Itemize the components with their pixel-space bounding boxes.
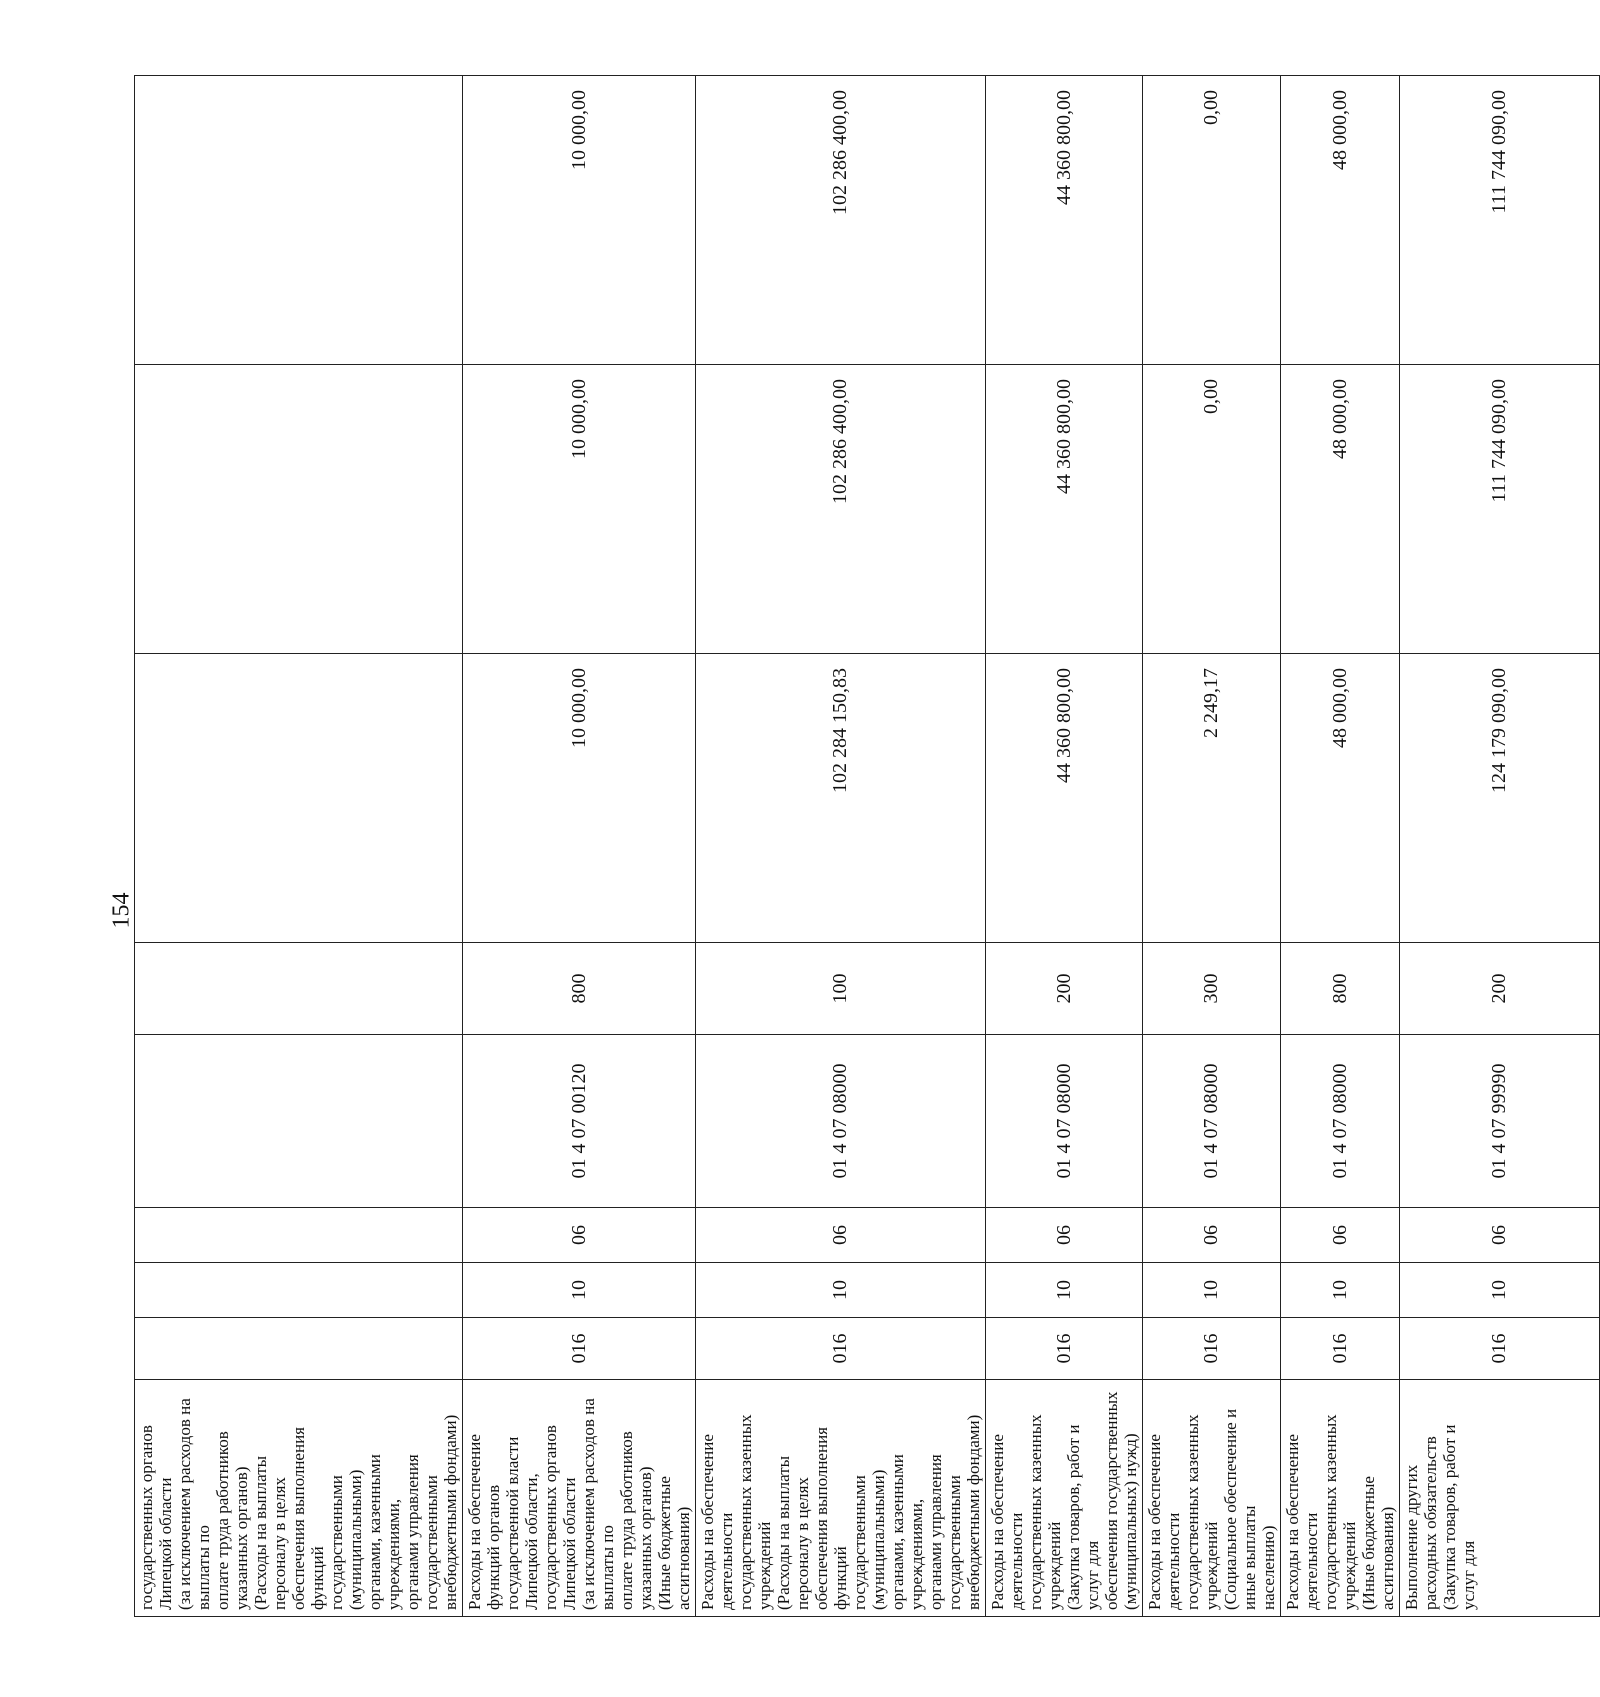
- amount-year-1: 48 000,00: [1281, 654, 1400, 943]
- description-line: государственных казенных учреждений: [1183, 1414, 1221, 1610]
- row-description: [1400, 1380, 1600, 1617]
- description-line: (за исключением расходов на выплаты по: [579, 1398, 617, 1610]
- amount-year-2: 48 000,00: [1281, 365, 1400, 654]
- section-code: 10: [986, 1263, 1143, 1318]
- description-line: государственной власти Липецкой области,: [503, 1436, 541, 1610]
- target-article-code: 01 4 07 99990: [1400, 1035, 1600, 1208]
- target-article-code: 01 4 07 08000: [1281, 1035, 1400, 1208]
- amount-year-2: 111 744 090,00: [1400, 365, 1600, 654]
- row-description: [463, 1380, 696, 1617]
- table-row: [463, 76, 696, 1617]
- subsection-code: 06: [463, 1208, 696, 1263]
- amount-year-3: 48 000,00: [1281, 76, 1400, 365]
- description-line: Расходы на обеспечение деятельности: [698, 1434, 736, 1610]
- description-line: (Расходы на выплаты персоналу в целях: [774, 1455, 812, 1610]
- target-article-code: 01 4 07 08000: [1143, 1035, 1281, 1208]
- row-description: [986, 1380, 1143, 1617]
- subsection-code: 06: [696, 1208, 986, 1263]
- subsection-code: 06: [1400, 1208, 1600, 1263]
- row-description: [135, 1380, 463, 1617]
- description-line: государственных органов Липецкой области: [137, 1425, 175, 1610]
- description-line: населению): [1259, 1525, 1278, 1610]
- subsection-code: 06: [986, 1208, 1143, 1263]
- expense-type-code: 200: [1400, 943, 1600, 1035]
- description-line: внебюджетными фондами): [964, 1414, 983, 1610]
- description-line: государственных казенных учреждений: [1026, 1414, 1064, 1610]
- table-row: [135, 76, 463, 1617]
- amount-year-2: 0,00: [1143, 365, 1281, 654]
- ministry-code: 016: [463, 1318, 696, 1380]
- amount-year-3: 111 744 090,00: [1400, 76, 1600, 365]
- description-line: внебюджетными фондами): [441, 1414, 460, 1610]
- budget-table: [134, 75, 1600, 1617]
- description-line: Расходы на обеспечение функций органов: [465, 1434, 503, 1610]
- description-line: (Расходы на выплаты персоналу в целях: [251, 1455, 289, 1610]
- expense-type-code: 800: [1281, 943, 1400, 1035]
- ministry-code: 016: [1143, 1318, 1281, 1380]
- subsection-code: 06: [1281, 1208, 1400, 1263]
- ministry-code: 016: [1400, 1318, 1600, 1380]
- description-line: обеспечения выполнения функций: [812, 1427, 850, 1610]
- page-number-text: 154: [108, 892, 135, 928]
- table-row: [696, 76, 986, 1617]
- description-line: государственными (муниципальными): [327, 1469, 365, 1610]
- target-article-code: 01 4 07 00120: [463, 1035, 696, 1208]
- description-line: Расходы на обеспечение деятельности: [988, 1434, 1026, 1610]
- target-article-code: 01 4 07 08000: [986, 1035, 1143, 1208]
- description-line: оплате труда работников указанных органов): [617, 1431, 655, 1610]
- amount-year-2: 10 000,00: [463, 365, 696, 654]
- row-description: [1143, 1380, 1281, 1617]
- table-row: [1400, 76, 1600, 1617]
- section-code: 10: [1281, 1263, 1400, 1318]
- table-row: [986, 76, 1143, 1617]
- description-line: органами управления государственными: [403, 1454, 441, 1610]
- description-line: Выполнение других расходных обязательств: [1402, 1436, 1440, 1610]
- amount-year-2: [135, 365, 463, 654]
- description-line: государственных казенных учреждений: [736, 1414, 774, 1610]
- section-code: 10: [1400, 1263, 1600, 1318]
- amount-year-2: 102 286 400,00: [696, 365, 986, 654]
- description-line: обеспечения выполнения функций: [289, 1427, 327, 1610]
- description-line: органами, казенными учреждениями,: [888, 1454, 926, 1610]
- expense-type-code: 100: [696, 943, 986, 1035]
- description-line: (Социальное обеспечение и иные выплаты: [1221, 1408, 1259, 1610]
- subsection-code: 06: [1143, 1208, 1281, 1263]
- description-line: Расходы на обеспечение деятельности: [1283, 1434, 1321, 1610]
- description-line: обеспечения государственных: [1102, 1391, 1121, 1610]
- description-line: государственными (муниципальными): [850, 1469, 888, 1610]
- expense-type-code: 800: [463, 943, 696, 1035]
- description-line: (Иные бюджетные ассигнования): [655, 1476, 693, 1610]
- expense-type-code: 300: [1143, 943, 1281, 1035]
- ministry-code: 016: [986, 1318, 1143, 1380]
- target-article-code: [135, 1035, 463, 1208]
- amount-year-3: 102 286 400,00: [696, 76, 986, 365]
- section-code: 10: [1143, 1263, 1281, 1318]
- ministry-code: [135, 1318, 463, 1380]
- section-code: 10: [696, 1263, 986, 1318]
- description-line: (Закупка товаров, работ и услуг для: [1440, 1424, 1478, 1610]
- ministry-code: 016: [1281, 1318, 1400, 1380]
- description-line: Расходы на обеспечение деятельности: [1145, 1434, 1183, 1610]
- target-article-code: 01 4 07 08000: [696, 1035, 986, 1208]
- description-line: (за исключением расходов на выплаты по: [175, 1398, 213, 1610]
- row-description: [1281, 1380, 1400, 1617]
- expense-type-code: 200: [986, 943, 1143, 1035]
- rotated-table-wrapper: [134, 76, 1510, 1617]
- table-body: [135, 76, 1600, 1617]
- section-code: 10: [463, 1263, 696, 1318]
- amount-year-1: 2 249,17: [1143, 654, 1281, 943]
- description-line: органами управления государственными: [926, 1454, 964, 1610]
- description-line: государственных казенных учреждений: [1321, 1414, 1359, 1610]
- expense-type-code: [135, 943, 463, 1035]
- table-row: [1143, 76, 1281, 1617]
- section-code: [135, 1263, 463, 1318]
- amount-year-3: 0,00: [1143, 76, 1281, 365]
- row-description: [696, 1380, 986, 1617]
- ministry-code: 016: [696, 1318, 986, 1380]
- amount-year-1: 102 284 150,83: [696, 654, 986, 943]
- description-line: (Закупка товаров, работ и услуг для: [1064, 1424, 1102, 1610]
- amount-year-1: 124 179 090,00: [1400, 654, 1600, 943]
- amount-year-3: 10 000,00: [463, 76, 696, 365]
- description-line: (муниципальных) нужд): [1121, 1433, 1140, 1610]
- description-line: (Иные бюджетные ассигнования): [1359, 1476, 1397, 1610]
- description-line: органами, казенными учреждениями,: [365, 1454, 403, 1610]
- amount-year-3: 44 360 800,00: [986, 76, 1143, 365]
- amount-year-2: 44 360 800,00: [986, 365, 1143, 654]
- subsection-code: [135, 1208, 463, 1263]
- description-line: оплате труда работников указанных органов): [213, 1431, 251, 1610]
- description-line: государственных органов Липецкой области: [541, 1425, 579, 1610]
- table-row: [1281, 76, 1400, 1617]
- amount-year-3: [135, 76, 463, 365]
- amount-year-1: [135, 654, 463, 943]
- amount-year-1: 10 000,00: [463, 654, 696, 943]
- amount-year-1: 44 360 800,00: [986, 654, 1143, 943]
